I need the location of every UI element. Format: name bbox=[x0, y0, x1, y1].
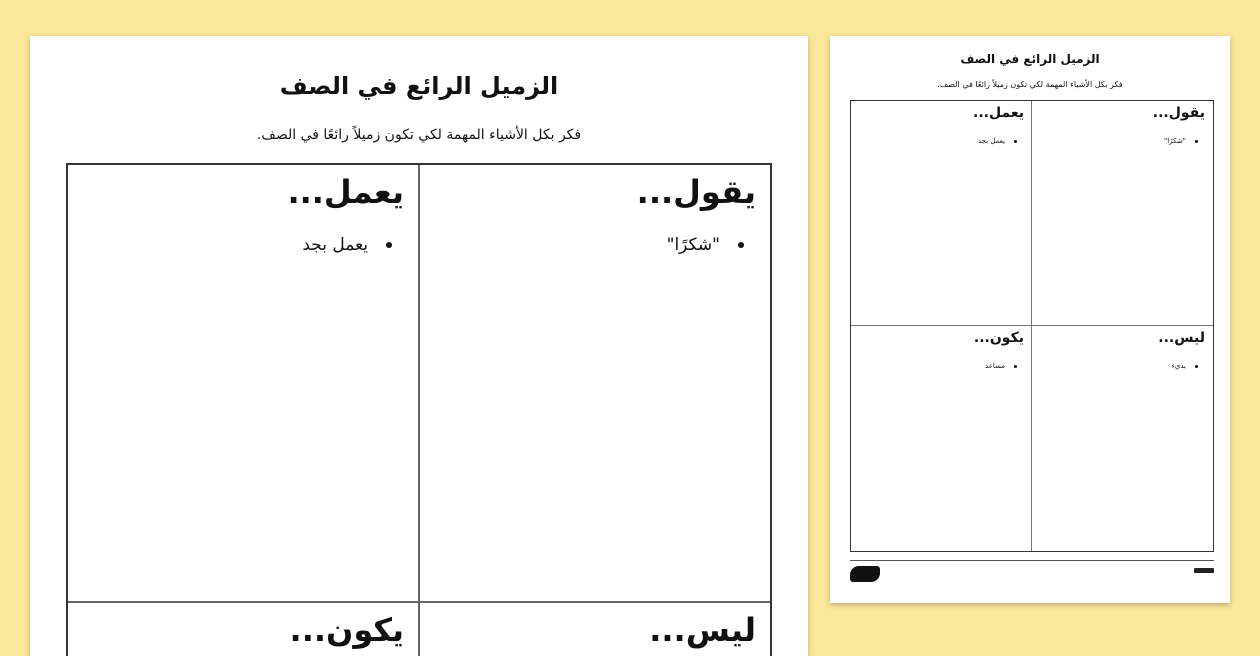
quadrant-is-not bbox=[1032, 326, 1212, 550]
quadrant-grid bbox=[66, 163, 772, 656]
bullet-icon bbox=[1195, 140, 1198, 143]
list-item bbox=[1172, 362, 1198, 370]
worksheet-preview-small bbox=[830, 36, 1230, 603]
list-item bbox=[1164, 137, 1198, 145]
publisher-logo-icon bbox=[850, 566, 880, 582]
list-item-text: بذيء bbox=[1171, 362, 1186, 370]
list-item-text: يعمل بجد bbox=[977, 137, 1005, 145]
quadrant-heading: يقول... bbox=[636, 173, 756, 211]
quadrant-heading: يكون... bbox=[289, 611, 404, 649]
list-item bbox=[985, 362, 1017, 370]
quadrant-says bbox=[420, 165, 770, 601]
list-item-text: "شكرًا" bbox=[1164, 137, 1186, 145]
quadrant-heading: يقول... bbox=[1152, 105, 1205, 121]
quadrant-heading: ليس... bbox=[649, 611, 756, 649]
worksheet-preview-large bbox=[30, 36, 808, 656]
quadrant-grid bbox=[850, 100, 1214, 552]
list-item-text: يعمل بجد bbox=[302, 235, 368, 255]
quadrant-heading: يعمل... bbox=[287, 173, 404, 211]
list-item-text: "شكرًا" bbox=[666, 235, 720, 255]
quadrant-heading: يعمل... bbox=[973, 105, 1024, 121]
list-item bbox=[302, 235, 392, 255]
worksheet-instructions: فكر بكل الأشياء المهمة لكي تكون زميلاً رائعًا في الصف. bbox=[937, 80, 1123, 89]
worksheet-title: الزميل الرائع في الصف bbox=[960, 52, 1100, 66]
quadrant-says bbox=[1032, 101, 1212, 325]
quadrant-heading: ليس... bbox=[1158, 330, 1205, 346]
list-item-text: مساعد bbox=[985, 362, 1005, 370]
quadrant-heading: يكون... bbox=[973, 330, 1024, 346]
worksheet-title: الزميل الرائع في الصف bbox=[279, 72, 559, 100]
quadrant-does bbox=[68, 165, 418, 601]
footer-mark-icon bbox=[1194, 568, 1214, 573]
bullet-icon bbox=[1014, 140, 1017, 143]
worksheet-instructions: فكر بكل الأشياء المهمة لكي تكون زميلاً رائعًا في الصف. bbox=[256, 127, 582, 143]
quadrant-is bbox=[851, 326, 1031, 550]
quadrant-does bbox=[851, 101, 1031, 325]
list-item bbox=[978, 137, 1017, 145]
footer-divider bbox=[850, 560, 1214, 561]
bullet-icon bbox=[738, 242, 744, 248]
list-item bbox=[667, 235, 744, 255]
bullet-icon bbox=[386, 242, 392, 248]
bullet-icon bbox=[1195, 365, 1198, 368]
bullet-icon bbox=[1014, 365, 1017, 368]
